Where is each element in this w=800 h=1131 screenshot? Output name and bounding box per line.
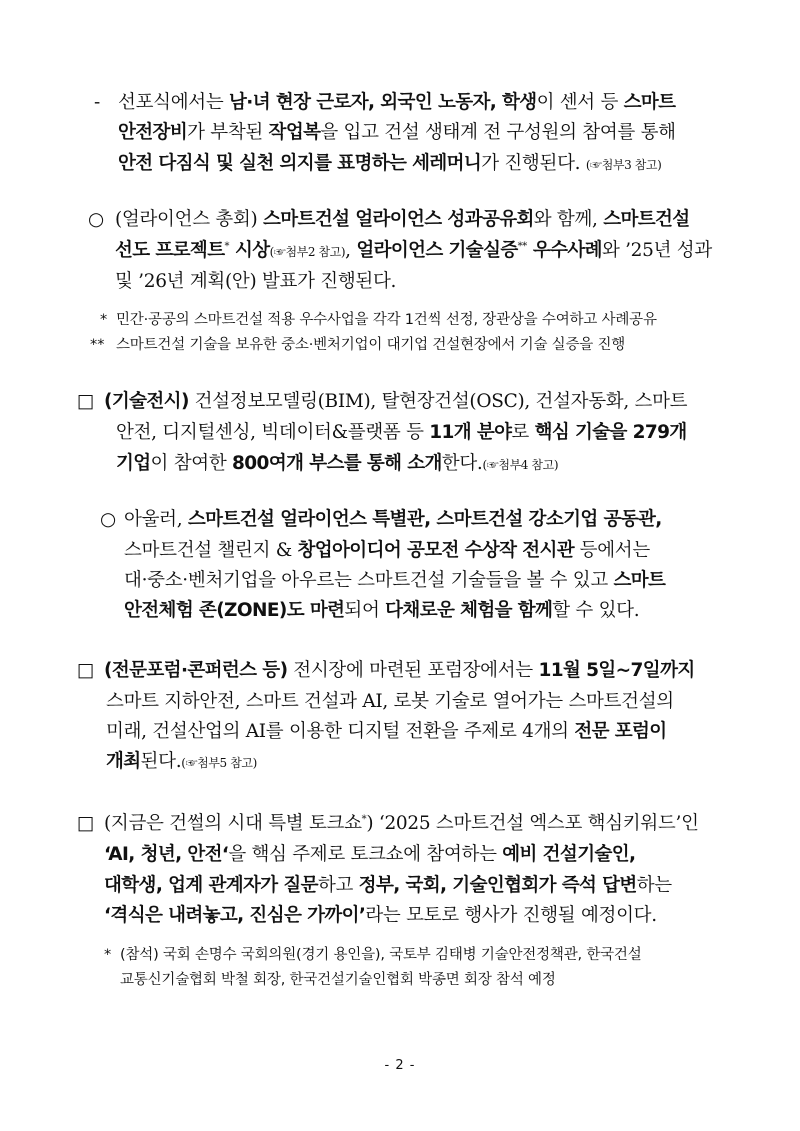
dash-bullet: - (94, 92, 101, 113)
page-number: - 2 - (384, 1058, 416, 1073)
paragraph-line: 대·중소·벤처기업을 아우르는 스마트건설 기술들을 볼 수 있고 스마트 (124, 570, 666, 591)
attachment-reference: (☞첨부2 참고) (269, 245, 346, 259)
attachment-reference: (☞첨부3 참고) (585, 158, 662, 172)
paragraph-line: 아울러, 스마트건설 얼라이언스 특별관, 스마트건설 강소기업 공동관, (124, 509, 662, 530)
paragraph-line: ‘격식은 내려놓고, 진심은 가까이’라는 모토로 행사가 진행될 예정이다. (104, 905, 657, 926)
paragraph-line: 안전체험 존(ZONE)도 마련되어 다채로운 체험을 함께할 수 있다. (124, 600, 640, 621)
paragraph-line: 안전장비가 부착된 작업복을 입고 건설 생태계 전 구성원의 참여를 통해 (118, 122, 676, 143)
footnote-text: 민간·공공의 스마트건설 적용 우수사업을 각각 1건씩 선정, 장관상을 수여하고 사례공유 (116, 312, 657, 328)
paragraph-line: 미래, 건설산업의 AI를 이용한 디지털 전환을 주제로 4개의 전문 포럼이 (106, 721, 667, 742)
paragraph-line: 기업이 참여한 800여개 부스를 통해 소개한다.(☞첨부4 참고) (116, 453, 559, 474)
footnote-text: (참석) 국회 손명수 국회의원(경기 용인을), 국토부 김태병 기술안전정책관, 한국건설 (120, 947, 642, 963)
paragraph-line: 스마트건설 챌린지 & 창업아이디어 공모전 수상작 전시관 등에서는 (124, 540, 650, 561)
circle-bullet: ○ (100, 509, 117, 530)
paragraph-line: 안전 다짐식 및 실천 의지를 표명하는 세레머니가 진행된다. (☞첨부3 참고) (118, 153, 662, 174)
paragraph-line: 개최된다.(☞첨부5 참고) (106, 751, 257, 772)
paragraph-line: (얼라이언스 총회) 스마트건설 얼라이언스 성과공유회와 함께, 스마트건설 (115, 209, 690, 230)
square-bullet: □ (77, 391, 95, 412)
square-bullet: □ (77, 660, 95, 681)
footnote-text: 교통신기술협회 박철 회장, 한국건설기술인협회 박종면 회장 참석 예정 (120, 972, 556, 988)
footnote-text: 스마트건설 기술을 보유한 중소·벤처기업이 대기업 건설현장에서 기술 실증을 진행 (116, 337, 626, 353)
footnote-marker: * (104, 947, 112, 963)
square-bullet: □ (77, 813, 95, 834)
paragraph-line: 및 ’26년 계획(안) 발표가 진행된다. (115, 271, 397, 292)
circle-bullet: ○ (88, 209, 105, 230)
footnote-marker: * (100, 312, 108, 328)
footnote-marker: ** (90, 337, 105, 353)
paragraph-line: 대학생, 업계 관계자가 질문하고 정부, 국회, 기술인협회가 즉석 답변하는 (104, 875, 672, 896)
paragraph-line: 스마트 지하안전, 스마트 건설과 AI, 로봇 기술로 열어가는 스마트건설의 (106, 691, 674, 712)
attachment-reference: (☞첨부4 참고) (482, 458, 559, 472)
attachment-reference: (☞첨부5 참고) (181, 756, 257, 770)
paragraph-line: (전문포럼·콘퍼런스 등) 전시장에 마련된 포럼장에서는 11월 5일~7일까지 (104, 660, 695, 681)
paragraph-line: ‘AI, 청년, 안전‘을 핵심 주제로 토크쇼에 참여하는 예비 건설기술인, (104, 844, 636, 865)
paragraph-line: 선도 프로젝트* 시상(☞첨부2 참고), 얼라이언스 기술실증** 우수사례와 ’25년 성과 (115, 240, 712, 261)
paragraph-line: (지금은 건썰의 시대 특별 토크쇼*) ‘2025 스마트건설 엑스포 핵심키워드’인 (104, 813, 699, 834)
paragraph-line: 선포식에서는 남·녀 현장 근로자, 외국인 노동자, 학생이 센서 등 스마트 (118, 92, 676, 113)
paragraph-line: (기술전시) 건설정보모델링(BIM), 탈현장건설(OSC), 건설자동화, 스마트 (104, 391, 688, 412)
paragraph-line: 안전, 디지털센싱, 빅데이터&플랫폼 등 11개 분야로 핵심 기술을 279개 (116, 422, 687, 443)
